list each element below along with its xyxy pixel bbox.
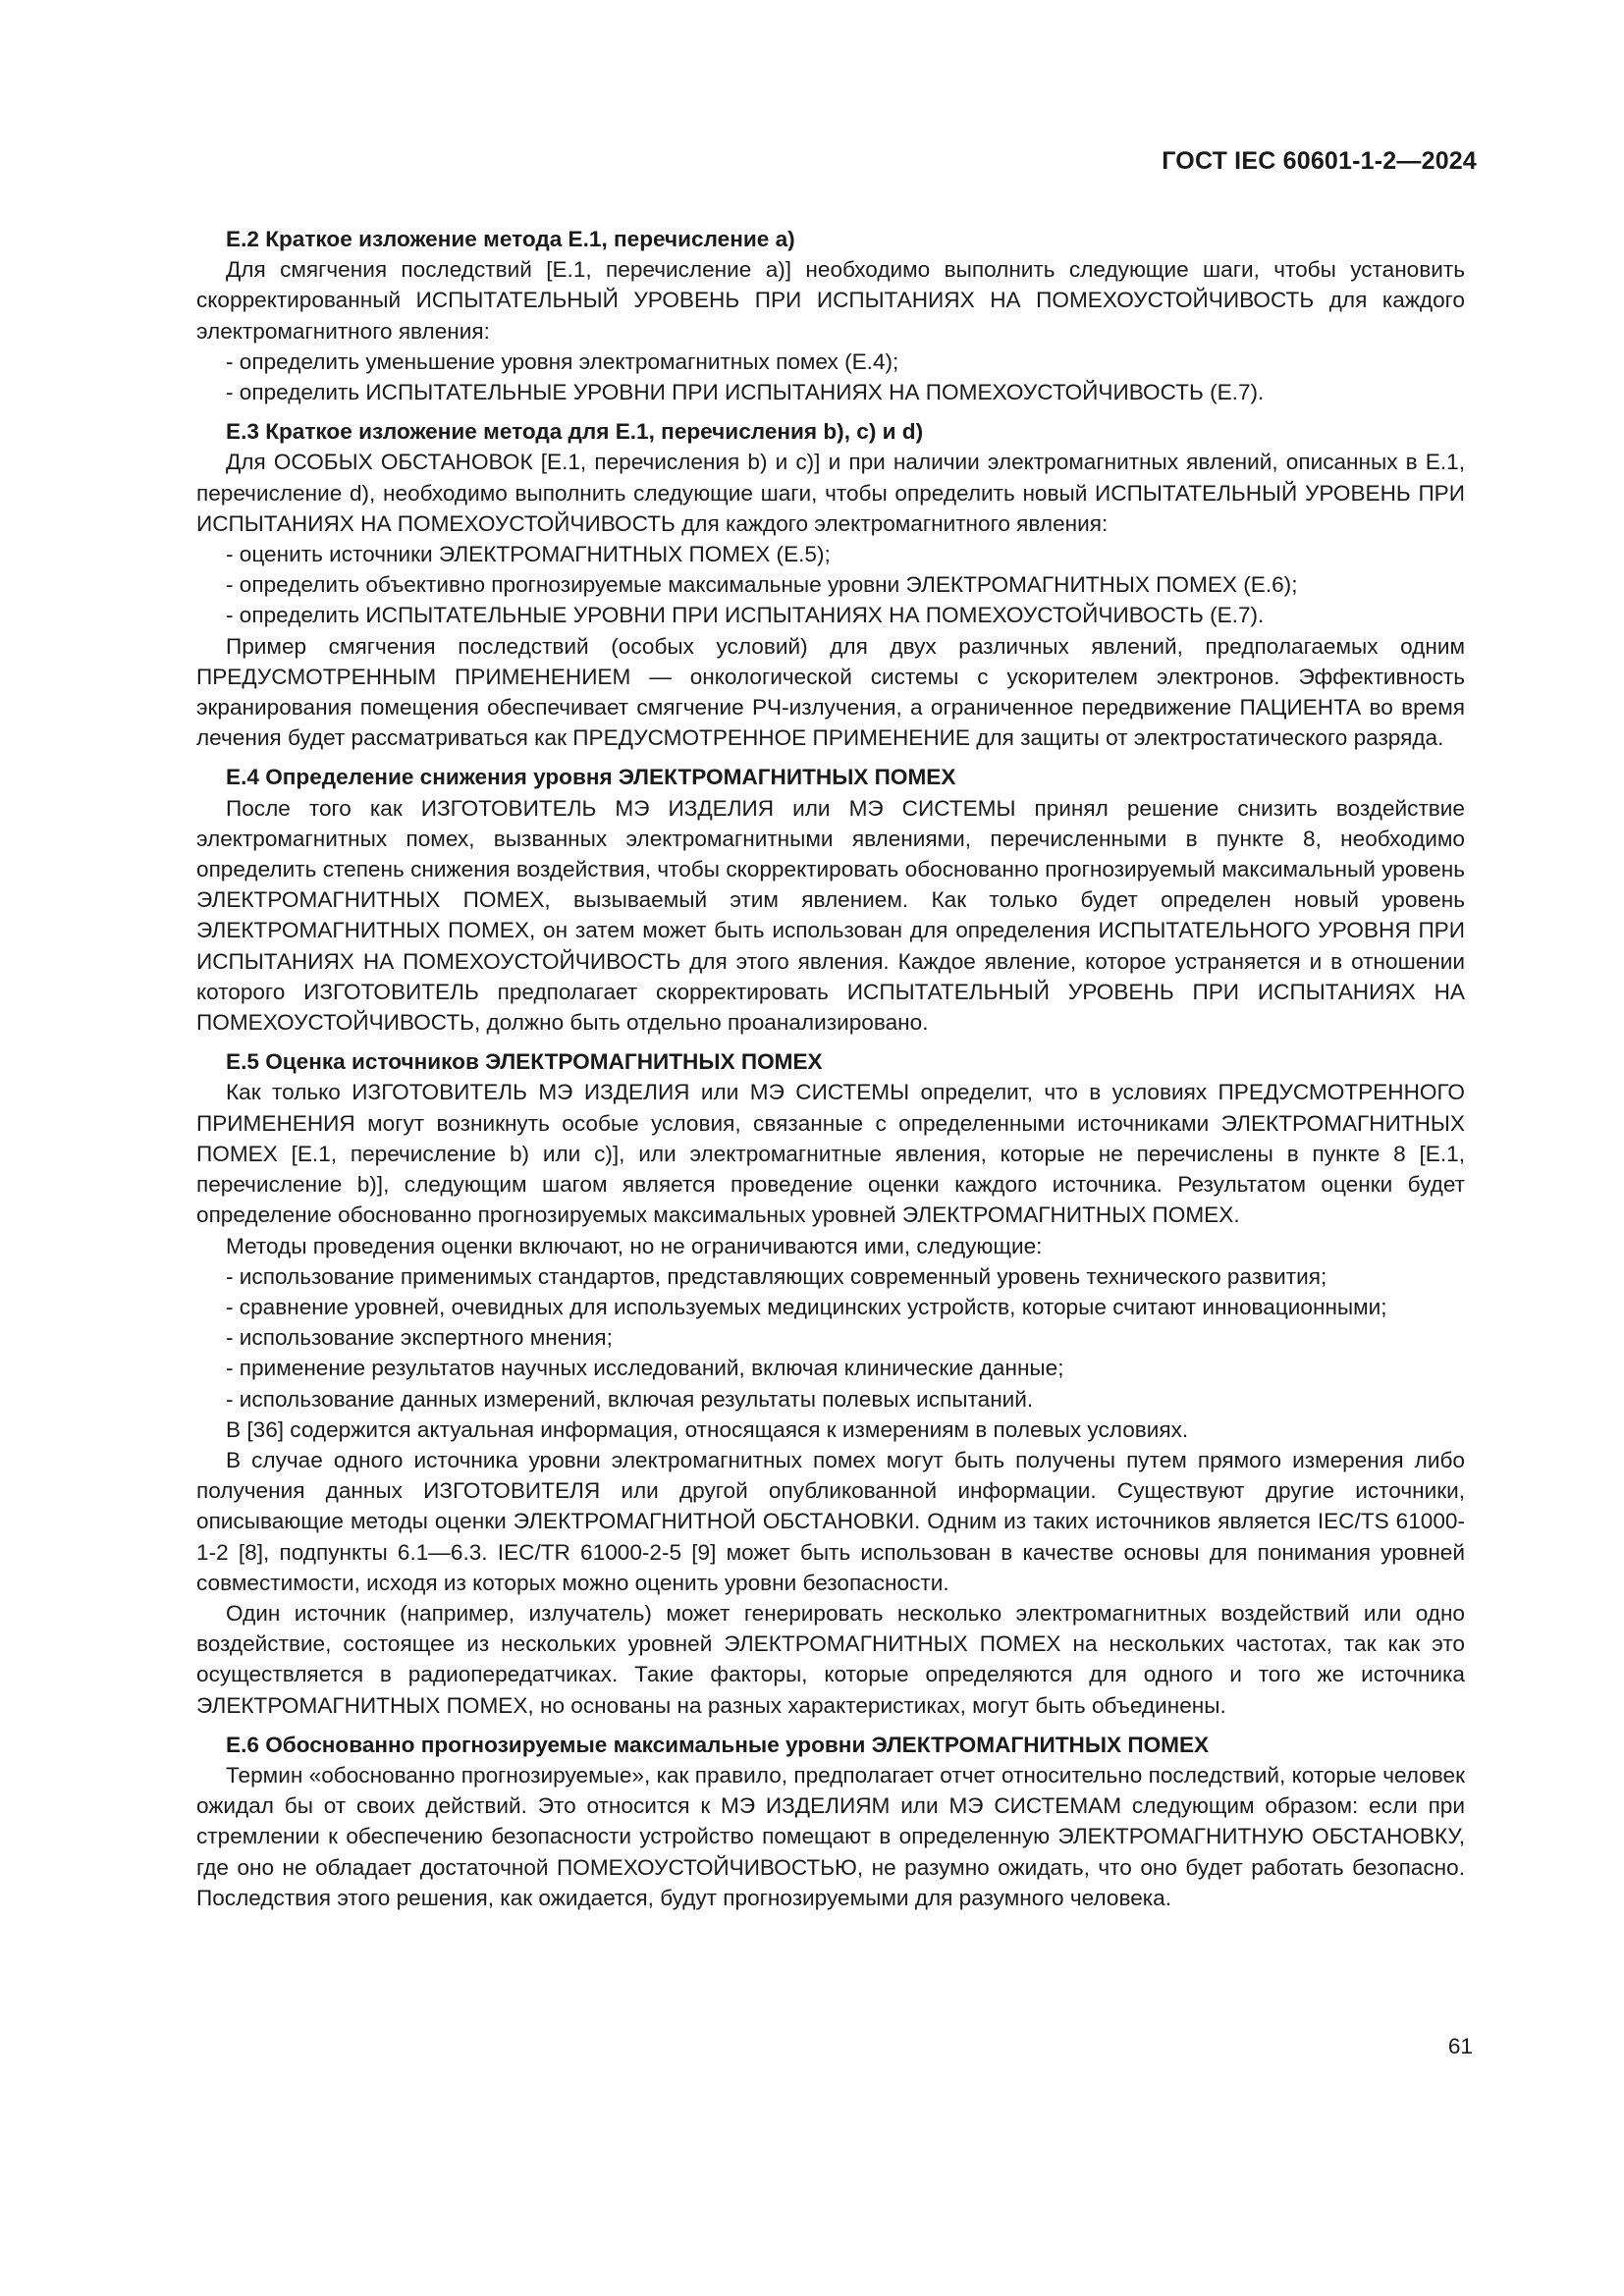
document-body xyxy=(196,224,1465,1913)
section-title-e2: Е.2 Краткое изложение метода Е.1, перечисление а) xyxy=(226,227,795,251)
list-item: - определить объективно прогнозируемые максимальные уровни ЭЛЕКТРОМАГНИТНЫХ ПОМЕХ (Е.6); xyxy=(226,572,1298,598)
paragraph: Как только ИЗГОТОВИТЕЛЬ МЭ ИЗДЕЛИЯ или МЭ СИСТЕМЫ определит, что в условиях ПРЕДУСМОТРЕННОГО ПРИМЕНЕНИЯ могут возникнуть особые условия, связанные с определенными источниками ЭЛЕКТРОМАГНИТНЫХ ПОМЕХ [Е.1, перечисление b) или с)], или электромагнитные явления, которые не перечислены в пункте 8 [Е.1, перечисление b)], следующим шагом является проведение оценки каждого источника. Результатом оценки будет определение обоснованно прогнозируемых максимальных уровней ЭЛЕКТРОМАГНИТНЫХ ПОМЕХ. xyxy=(196,1080,1465,1228)
list-item: - сравнение уровней, очевидных для используемых медицинских устройств, которые считают инновационными; xyxy=(226,1294,1387,1319)
standard-header: ГОСТ IEC 60601-1-2—2024 xyxy=(1162,147,1477,175)
paragraph: Пример смягчения последствий (особых условий) для двух различных явлений, предполагаемых одним ПРЕДУСМОТРЕННЫМ ПРИМЕНЕНИЕМ — онкологической системы с ускорителем электронов. Эффективность экранирования помещения обеспечивает смягчение РЧ-излучения, а ограниченное передвижение ПАЦИЕНТА во время лечения будет рассматриваться как ПРЕДУСМОТРЕННОЕ ПРИМЕНЕНИЕ для защиты от электростатического разряда. xyxy=(196,633,1465,751)
section-title-e5: Е.5 Оценка источников ЭЛЕКТРОМАГНИТНЫХ ПОМЕХ xyxy=(226,1049,823,1075)
list-item: - определить ИСПЫТАТЕЛЬНЫЕ УРОВНИ ПРИ ИСПЫТАНИЯХ НА ПОМЕХОУСТОЙЧИВОСТЬ (Е.7). xyxy=(226,380,1265,405)
paragraph: Для ОСОБЫХ ОБСТАНОВОК [Е.1, перечисления b) и с)] и при наличии электромагнитных явлений, описанных в Е.1, перечисление d), необходимо выполнить следующие шаги, чтобы определить новый ИСПЫТАТЕЛЬНЫЙ УРОВЕНЬ ПРИ ИСПЫТАНИЯХ НА ПОМЕХОУСТОЙЧИВОСТЬ для каждого электромагнитного явления: xyxy=(196,450,1465,536)
paragraph: В [36] содержится актуальная информация, относящаяся к измерениям в полевых условиях. xyxy=(226,1416,1189,1442)
paragraph: Для смягчения последствий [Е.1, перечисление а)] необходимо выполнить следующие шаги, чтобы установить скорректированный ИСПЫТАТЕЛЬНЫЙ УРОВЕНЬ ПРИ ИСПЫТАНИЯХ НА ПОМЕХОУСТОЙЧИВОСТЬ для каждого электромагнитного явления: xyxy=(196,257,1465,344)
paragraph: Термин «обоснованно прогнозируемые», как правило, предполагает отчет относительно последствий, которые человек ожидал бы от своих действий. Это относится к МЭ ИЗДЕЛИЯМ или МЭ СИСТЕМАМ следующим образом: если при стремлении к обеспечению безопасности устройство помещают в определенную ЭЛЕКТРОМАГНИТНУЮ ОБСТАНОВКУ, где оно не обладает достаточной ПОМЕХОУСТОЙЧИВОСТЬЮ, не разумно ожидать, что оно будет работать безопасно. Последствия этого решения, как ожидается, будут прогнозируемыми для разумного человека. xyxy=(196,1762,1465,1910)
paragraph: После того как ИЗГОТОВИТЕЛЬ МЭ ИЗДЕЛИЯ или МЭ СИСТЕМЫ принял решение снизить воздействие электромагнитных помех, вызванных электромагнитными явлениями, перечисленными в пункте 8, необходимо определить степень снижения воздействия, чтобы скорректировать обоснованно прогнозируемый максимальный уровень ЭЛЕКТРОМАГНИТНЫХ ПОМЕХ, вызываемый этим явлением. Как только будет определен новый уровень ЭЛЕКТРОМАГНИТНЫХ ПОМЕХ, он затем может быть использован для определения ИСПЫТАТЕЛЬНОГО УРОВНЯ ПРИ ИСПЫТАНИЯХ НА ПОМЕХОУСТОЙЧИВОСТЬ для этого явления. Каждое явление, которое устраняется и в отношении которого ИЗГОТОВИТЕЛЬ предполагает скорректировать ИСПЫТАТЕЛЬНЫЙ УРОВЕНЬ ПРИ ИСПЫТАНИЯХ НА ПОМЕХОУСТОЙЧИВОСТЬ, должно быть отдельно проанализировано. xyxy=(196,795,1465,1036)
paragraph: Один источник (например, излучатель) может генерировать несколько электромагнитных воздействий или одно воздействие, состоящее из нескольких уровней ЭЛЕКТРОМАГНИТНЫХ ПОМЕХ на нескольких частотах, так как это осуществляется в радиопередатчиках. Такие факторы, которые определяются для одного и того же источника ЭЛЕКТРОМАГНИТНЫХ ПОМЕХ, но основаны на разных характеристиках, могут быть объединены. xyxy=(196,1600,1465,1718)
paragraph: Методы проведения оценки включают, но не ограничиваются ими, следующие: xyxy=(226,1233,1043,1258)
section-title-e3: Е.3 Краткое изложение метода для Е.1, перечисления b), c) и d) xyxy=(226,419,924,445)
list-item: - использование применимых стандартов, представляющих современный уровень технического развития; xyxy=(226,1263,1327,1289)
list-item: - определить ИСПЫТАТЕЛЬНЫЕ УРОВНИ ПРИ ИСПЫТАНИЯХ НА ПОМЕХОУСТОЙЧИВОСТЬ (Е.7). xyxy=(226,603,1265,628)
section-title-e6: Е.6 Обоснованно прогнозируемые максимальные уровни ЭЛЕКТРОМАГНИТНЫХ ПОМЕХ xyxy=(226,1732,1210,1757)
list-item: - использование данных измерений, включая результаты полевых испытаний. xyxy=(226,1386,1034,1412)
section-title-e4: Е.4 Определение снижения уровня ЭЛЕКТРОМАГНИТНЫХ ПОМЕХ xyxy=(226,765,956,790)
paragraph: В случае одного источника уровни электромагнитных помех могут быть получены путем прямого измерения либо получения данных ИЗГОТОВИТЕЛЯ или другой опубликованной информации. Существуют другие источники, описывающие методы оценки ЭЛЕКТРОМАГНИТНОЙ ОБСТАНОВКИ. Одним из таких источников является IEC/TS 61000-1-2 [8], подпункты 6.1—6.3. IEC/TR 61000-2-5 [9] может быть использован в качестве основы для понимания уровней совместимости, исходя из которых можно оценить уровни безопасности. xyxy=(196,1447,1465,1595)
page-number: 61 xyxy=(1447,2034,1473,2058)
list-item: - использование экспертного мнения; xyxy=(226,1325,613,1351)
list-item: - оценить источники ЭЛЕКТРОМАГНИТНЫХ ПОМЕХ (Е.5); xyxy=(226,542,831,567)
list-item: - применение результатов научных исследований, включая клинические данные; xyxy=(226,1356,1064,1381)
list-item: - определить уменьшение уровня электромагнитных помех (Е.4); xyxy=(226,348,899,374)
